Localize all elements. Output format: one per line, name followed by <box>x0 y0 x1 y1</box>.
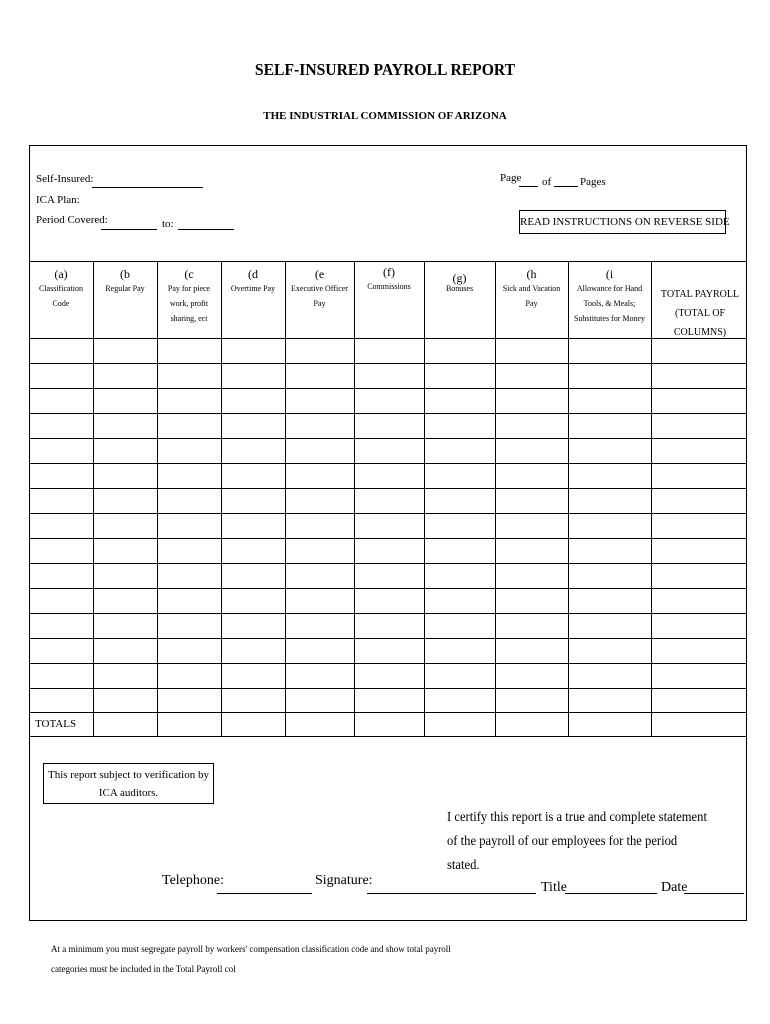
telephone-field[interactable] <box>217 893 312 894</box>
table-rule <box>29 638 747 639</box>
to-label: to: <box>162 218 174 230</box>
total-payroll-header: TOTAL PAYROLL (TOTAL OF COLUMNS) <box>660 289 740 338</box>
column-header-i <box>572 267 647 326</box>
payroll-table <box>29 261 747 737</box>
table-rule <box>29 338 747 339</box>
column-header-h <box>499 267 564 311</box>
column-desc-c: Pay for piece work, profit sharing, ect <box>167 284 211 323</box>
table-rule <box>29 613 747 614</box>
ica-plan-label: ICA Plan: <box>36 194 80 206</box>
report-title: SELF-INSURED PAYROLL REPORT <box>254 60 516 79</box>
column-letter-d: (d <box>248 267 258 281</box>
of-label: of <box>542 176 552 188</box>
self-insured-label: Self-Insured: <box>36 173 94 185</box>
column-rule <box>93 261 94 737</box>
column-rule <box>568 261 569 737</box>
column-desc-i: Allowance for Hand Tools, & Meals; Substitutes for Money <box>573 284 646 323</box>
certification-statement: I certify this report is a true and complete statement of the payroll of our employees for the period stated. <box>447 810 707 873</box>
column-header-f <box>358 265 420 294</box>
instructions-note: READ INSTRUCTIONS ON REVERSE SIDE <box>519 210 726 234</box>
table-rule <box>29 413 747 414</box>
column-letter-g: (g) <box>452 271 467 285</box>
column-desc-f: Commissions <box>367 282 411 291</box>
period-from-field[interactable] <box>101 229 157 230</box>
table-rule <box>29 736 747 737</box>
column-desc-e: Executive Officer Pay <box>291 284 348 308</box>
column-rule <box>651 261 652 737</box>
date-field[interactable] <box>684 893 744 894</box>
verification-note: This report subject to verification by ICA auditors. <box>43 763 214 804</box>
column-letter-i: (i <box>605 267 614 281</box>
column-letter-a: (a) <box>54 267 68 281</box>
column-letter-c: (c <box>184 267 194 281</box>
column-header-b <box>97 267 153 296</box>
table-rule <box>29 663 747 664</box>
telephone-label: Telephone: <box>162 873 224 888</box>
period-covered-label: Period Covered: <box>36 214 108 226</box>
table-rule <box>29 438 747 439</box>
column-header-e <box>289 267 350 311</box>
column-letter-b: (b <box>120 267 130 281</box>
table-rule <box>29 513 747 514</box>
date-label: Date <box>661 880 688 895</box>
table-rule <box>29 488 747 489</box>
column-letter-h: (h <box>526 267 537 281</box>
table-rule <box>29 388 747 389</box>
table-rule <box>29 538 747 539</box>
page-label: Page <box>500 172 522 184</box>
column-rule <box>354 261 355 737</box>
column-header-d <box>225 267 281 296</box>
footer-note: At a minimum you must segregate payroll by workers' compensation classification code and show total payroll categories must be included in the Total Payroll col <box>51 944 451 974</box>
column-desc-h: Sick and Vacation Pay <box>502 284 561 308</box>
page-count-field[interactable] <box>554 186 578 187</box>
table-rule <box>29 363 747 364</box>
column-rule <box>157 261 158 737</box>
table-rule <box>29 588 747 589</box>
column-header-c <box>161 267 217 326</box>
column-rule <box>221 261 222 737</box>
column-rule <box>495 261 496 737</box>
column-header-g <box>428 271 491 296</box>
page-number-field[interactable] <box>519 186 538 187</box>
title-field[interactable] <box>565 893 657 894</box>
table-rule <box>29 463 747 464</box>
self-insured-field[interactable] <box>92 187 203 188</box>
title-label: Title <box>541 880 567 895</box>
column-desc-d: Overtime Pay <box>230 284 276 293</box>
column-desc-a: Classification Code <box>39 284 83 308</box>
table-rule <box>29 688 747 689</box>
period-to-field[interactable] <box>178 229 234 230</box>
table-rule <box>29 261 747 262</box>
column-desc-g: Bonuses <box>445 284 474 293</box>
column-letter-e: (e <box>314 267 325 281</box>
pages-label: Pages <box>580 176 606 188</box>
column-rule <box>424 261 425 737</box>
totals-label: TOTALS <box>35 718 77 730</box>
signature-label: Signature: <box>315 873 373 888</box>
report-subtitle: THE INDUSTRIAL COMMISSION OF ARIZONA <box>263 110 507 122</box>
signature-field[interactable] <box>367 893 536 894</box>
table-rule <box>29 712 747 713</box>
column-letter-f: (f) <box>383 265 395 279</box>
table-rule <box>29 563 747 564</box>
column-desc-b: Regular Pay <box>105 284 145 293</box>
column-header-a <box>33 267 89 311</box>
column-rule <box>285 261 286 737</box>
